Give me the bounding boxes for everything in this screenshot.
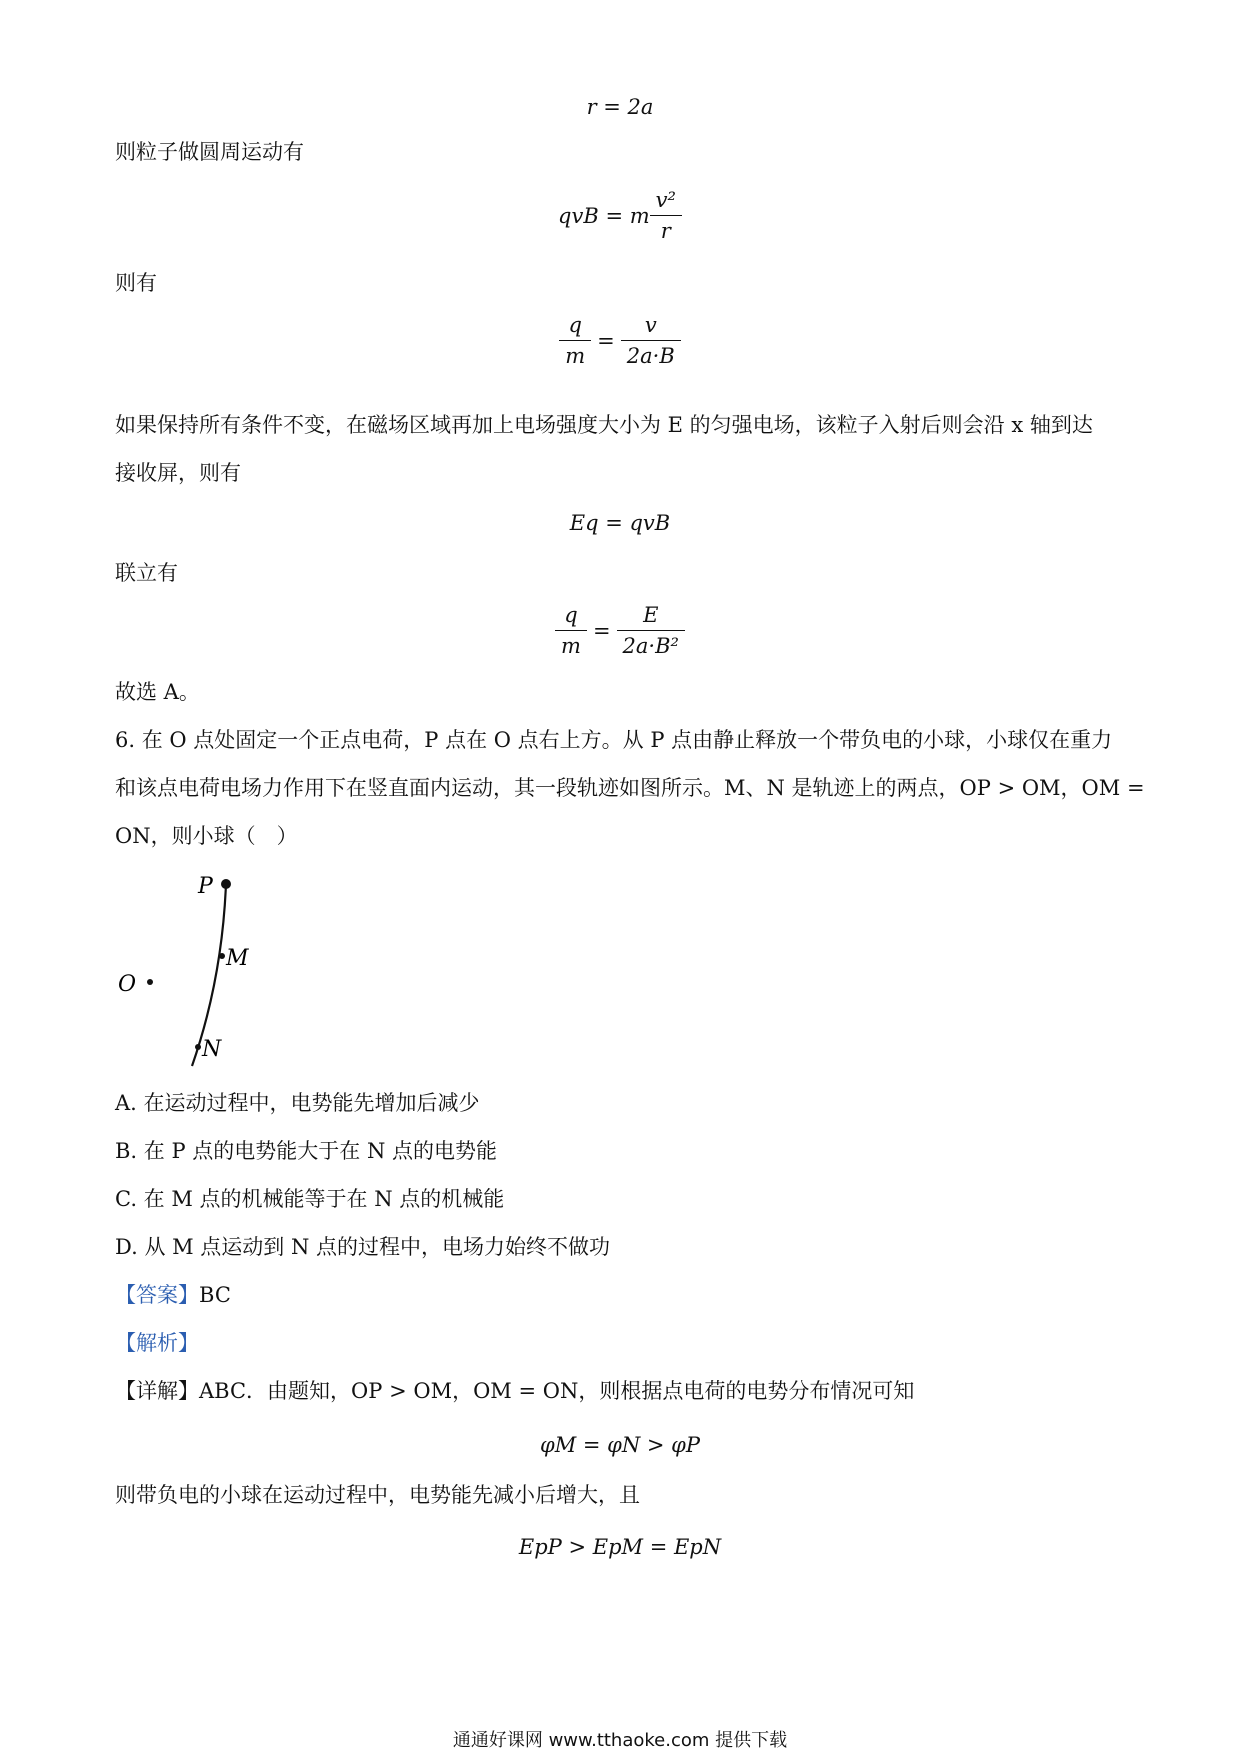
- option-b: B. 在 P 点的电势能大于在 N 点的电势能: [115, 1139, 497, 1163]
- question-6-line-1: 6. 在 O 点处固定一个正点电荷，P 点在 O 点右上方。从 P 点由静止释放一个带负电的小球，小球仅在重力: [115, 728, 1113, 752]
- answer-tag: 【答案】: [115, 1283, 199, 1307]
- equation-potential: φM = φN > φP: [539, 1433, 700, 1457]
- fraction-numerator: v²: [650, 185, 682, 216]
- text-receiver-screen: 接收屏，则有: [115, 461, 241, 485]
- detail-text: ABC．由题知，OP > OM，OM = ON，则根据点电荷的电势分布情况可知: [199, 1379, 915, 1403]
- fraction-E-over-2aB2: [617, 600, 685, 661]
- text-choose-a: 故选 A。: [115, 680, 200, 704]
- equation-charge-mass-ratio-1: [0, 310, 1240, 371]
- text-then-have: 则有: [115, 271, 157, 295]
- label-n: N: [202, 1037, 222, 1062]
- option-a: A. 在运动过程中，电势能先增加后减少: [115, 1091, 480, 1115]
- trajectory-figure: [110, 870, 280, 1070]
- answer-value: BC: [199, 1283, 231, 1307]
- question-6-line-3: ON，则小球（ ）: [115, 824, 298, 848]
- equation-force-balance: Eq = qvB: [569, 511, 671, 535]
- fraction-numerator: v: [621, 310, 681, 341]
- detail-tag: 【详解】: [115, 1379, 199, 1403]
- fraction-q-over-m: [559, 310, 591, 371]
- fraction-denominator: m: [561, 634, 581, 658]
- fraction-v2-over-r: [650, 185, 682, 246]
- fraction-v-over-2aB: [621, 310, 681, 371]
- text-circular-motion: 则粒子做圆周运动有: [115, 140, 304, 164]
- label-p: P: [198, 874, 213, 899]
- text-add-electric-field: 如果保持所有条件不变，在磁场区域再加上电场强度大小为 E 的匀强电场，该粒子入射后则会沿 x 轴到达: [115, 413, 1093, 437]
- equation-charge-mass-ratio-2: [0, 600, 1240, 661]
- text-combine: 联立有: [115, 561, 178, 585]
- equation-potential-energy: EpP > EpM = EpN: [518, 1535, 722, 1559]
- fraction-denominator: m: [565, 344, 586, 368]
- fraction-numerator: q: [555, 600, 587, 631]
- point-n: [195, 1044, 201, 1050]
- fraction-denominator: 2a·B²: [622, 634, 679, 658]
- option-c: C. 在 M 点的机械能等于在 N 点的机械能: [115, 1187, 505, 1211]
- answer-line: [115, 1280, 231, 1310]
- label-m: M: [226, 946, 249, 971]
- fraction-denominator: 2a·B: [626, 344, 675, 368]
- fraction-q-over-m: [555, 600, 587, 661]
- fraction-numerator: E: [617, 600, 685, 631]
- label-o: O: [118, 972, 137, 997]
- point-o: [147, 979, 153, 985]
- point-p: [221, 879, 231, 889]
- question-6-line-2: 和该点电荷电场力作用下在竖直面内运动，其一段轨迹如图所示。M、N 是轨迹上的两点，OP > OM，OM =: [115, 776, 1145, 800]
- fraction-numerator: q: [559, 310, 591, 341]
- point-m: [219, 953, 225, 959]
- option-d: D. 从 M 点运动到 N 点的过程中，电场力始终不做功: [115, 1235, 611, 1259]
- footer-source: 通通好课网 www.tthaoke.com 提供下载: [452, 1730, 788, 1751]
- equation-lorentz: [0, 185, 1240, 246]
- equals-sign: =: [597, 328, 615, 353]
- analysis-tag: 【解析】: [115, 1331, 199, 1355]
- equation-lorentz-lhs: qvB = m: [558, 203, 650, 228]
- equation-radius: r = 2a: [586, 95, 654, 119]
- equals-sign: =: [592, 618, 611, 643]
- detail-line: [115, 1376, 914, 1406]
- fraction-denominator: r: [660, 219, 671, 243]
- text-potential-energy-change: 则带负电的小球在运动过程中，电势能先减小后增大，且: [115, 1483, 640, 1507]
- analysis-line: [115, 1328, 199, 1358]
